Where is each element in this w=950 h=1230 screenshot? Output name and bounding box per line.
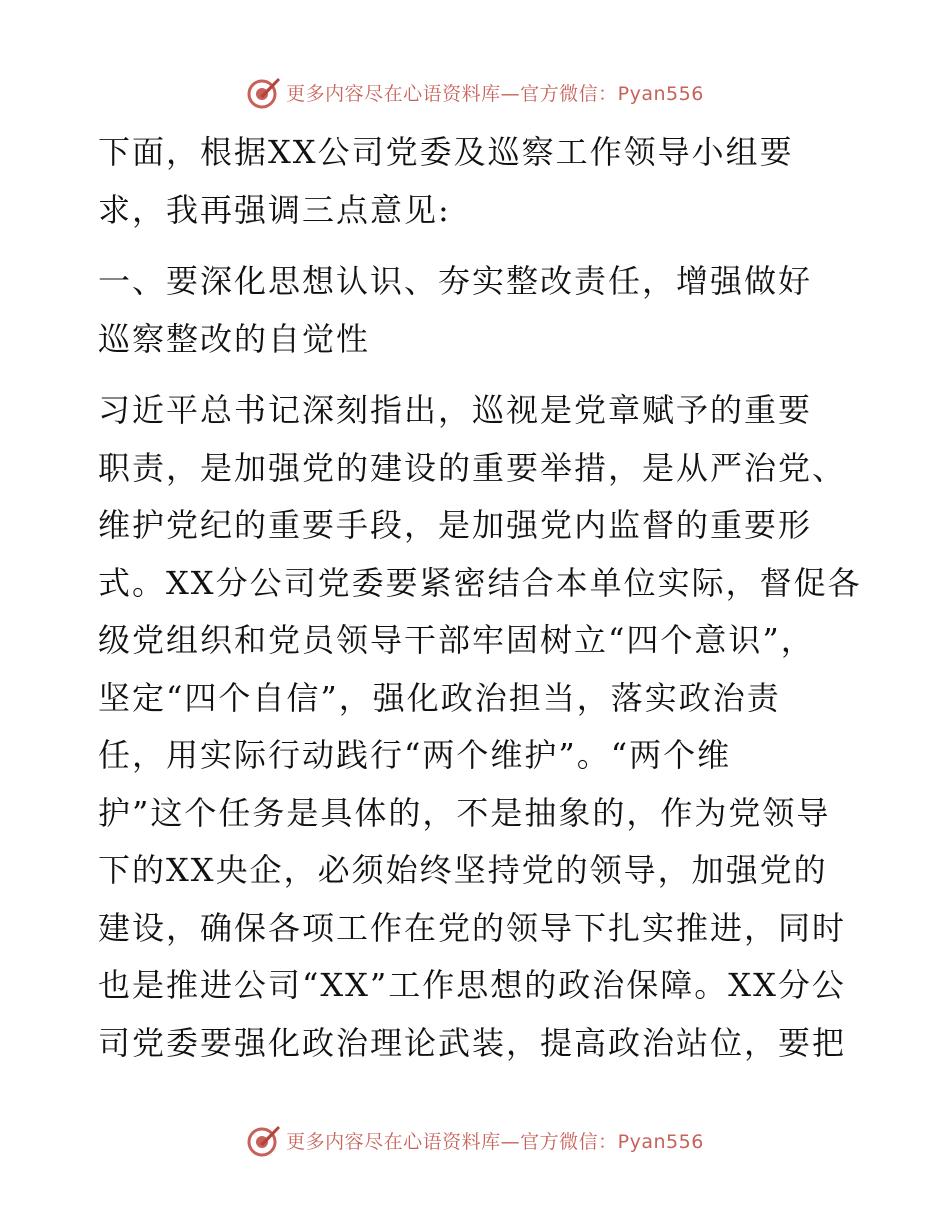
- footer-watermark: [0, 1120, 950, 1160]
- text-line: 职责，是加强党的建设的重要举措，是从严治党、: [98, 448, 847, 487]
- document-body: [98, 124, 868, 1072]
- text-line: 维护党纪的重要手段，是加强党内监督的重要形: [98, 506, 813, 544]
- text-line: 护”这个任务是具体的，不是抽象的，作为党领导: [98, 793, 831, 832]
- text-line: 任，用实际行动践行“两个维护”。“两个维: [98, 736, 732, 774]
- paragraph-body-1: [98, 382, 868, 1072]
- quill-logo-icon: [246, 74, 282, 110]
- text-line: 求，我再强调三点意见:: [98, 190, 451, 229]
- text-line: 下面，根据XX公司党委及巡察工作领导小组要: [98, 133, 794, 171]
- text-line: 下的XX央企，必须始终坚持党的领导，加强党的: [98, 851, 828, 889]
- text-line: 司党委要强化政治理论武装，提高政治站位，要把: [98, 1023, 847, 1062]
- text-line: 一、要深化思想认识、夯实整改责任，增强做好: [98, 262, 813, 300]
- text-line: 级党组织和党员领导干部牢固树立“四个意识”，: [98, 621, 815, 659]
- section-heading-1: [98, 253, 868, 368]
- text-line: 坚定“四个自信”，强化政治担当，落实政治责: [98, 678, 781, 717]
- text-line: 式。XX分公司党委要紧密结合本单位实际，督促各: [98, 563, 862, 602]
- text-line: 建设，确保各项工作在党的领导下扎实推进，同时: [98, 908, 847, 947]
- quill-logo-icon: [246, 1122, 282, 1158]
- text-line: 也是推进公司“XX”工作思想的政治保障。XX分公: [98, 966, 846, 1004]
- text-line: 习近平总书记深刻指出，巡视是党章赋予的重要: [98, 391, 813, 429]
- paragraph-intro: [98, 124, 868, 239]
- text-line: 巡察整改的自觉性: [98, 319, 371, 358]
- watermark-text: 更多内容尽在心语资料库—官方微信：Pyan556: [286, 1130, 704, 1153]
- watermark-text: 更多内容尽在心语资料库—官方微信：Pyan556: [286, 82, 704, 105]
- header-watermark: [0, 72, 950, 112]
